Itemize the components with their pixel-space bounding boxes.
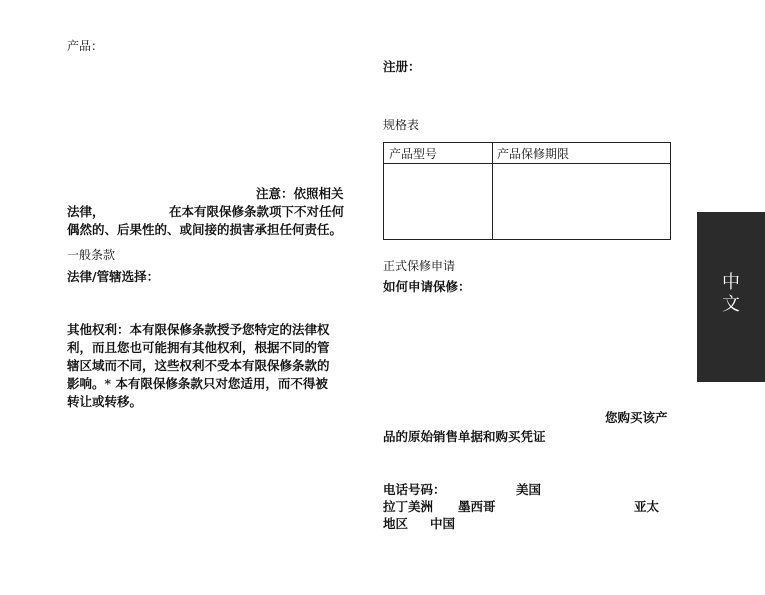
language-tab[interactable]	[697, 212, 765, 382]
table-column-divider	[492, 143, 493, 239]
region-mexico: 墨西哥	[458, 499, 496, 514]
region-apac-2: 地区	[383, 516, 409, 531]
product-label: 产品：	[67, 39, 104, 53]
region-apac-1: 亚太	[634, 499, 660, 514]
general-terms-heading: 一般条款	[67, 248, 116, 262]
law-choice-label: 法律/管辖选择：	[67, 269, 160, 284]
notice-line-1: 注意：依照相关	[256, 186, 344, 201]
language-tab-label	[697, 272, 765, 316]
spec-table	[383, 142, 671, 240]
notice-line-2b: 在本有限保修条款项下不对任何	[169, 204, 345, 219]
other-rights-paragraph	[67, 321, 330, 411]
other-rights-line: 其他权利：本有限保修条款授予您特定的法律权	[67, 322, 330, 337]
other-rights-line: 辖区域而不同，这些权利不受本有限保修条款的	[67, 358, 330, 373]
spec-table-title: 规格表	[383, 118, 420, 132]
language-tab-char: 文	[722, 294, 740, 315]
warranty-claim-heading: 正式保修申请	[383, 259, 456, 273]
header-product-model: 产品型号	[389, 147, 438, 161]
how-to-claim-label: 如何申请保修：	[383, 279, 471, 294]
language-tab-char: 中	[722, 272, 740, 293]
spec-table-header	[384, 143, 670, 164]
register-label: 注册：	[383, 59, 421, 74]
notice-line-2a: 法律，	[67, 204, 105, 219]
region-china: 中国	[430, 516, 456, 531]
region-latam: 拉丁美洲	[383, 499, 434, 514]
header-warranty-period: 产品保修期限	[497, 147, 570, 161]
other-rights-line: 影响。* 本有限保修条款只对您适用，而不得被	[67, 376, 328, 391]
purchase-line-1: 您购买该产	[605, 410, 668, 425]
purchase-line-2: 品的原始销售单据和购买凭证	[383, 429, 546, 444]
phone-label: 电话号码：	[383, 482, 446, 497]
notice-line-3: 偶然的、后果性的、或间接的损害承担任何责任。	[67, 222, 343, 237]
other-rights-line: 利，而且您也可能拥有其他权利，根据不同的管	[67, 340, 330, 355]
other-rights-line: 转让或转移。	[67, 394, 143, 409]
region-usa: 美国	[516, 482, 542, 497]
